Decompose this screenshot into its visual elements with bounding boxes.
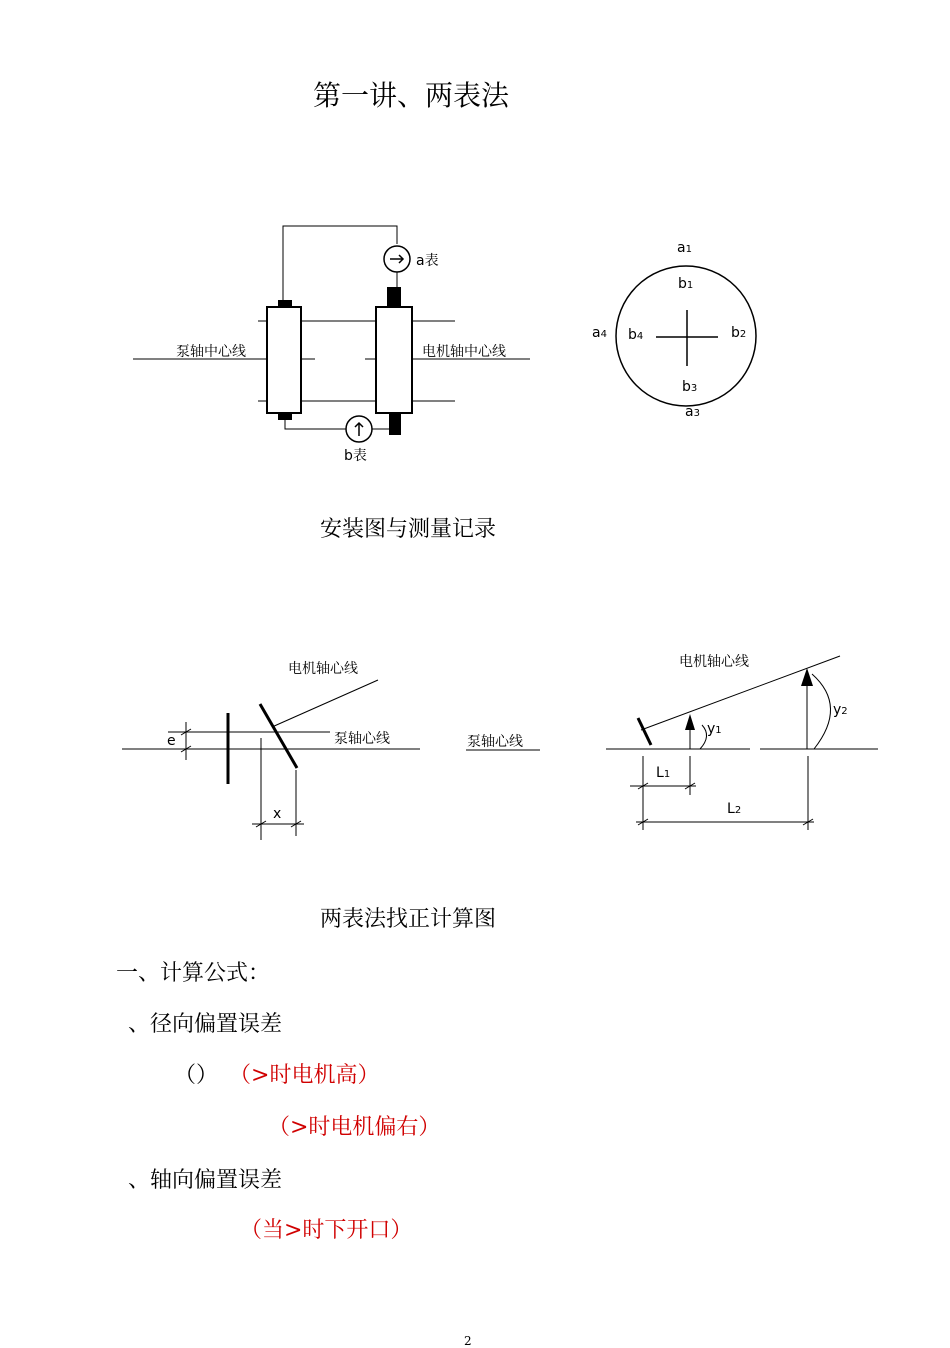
label-a3: a3: [685, 404, 700, 420]
pump-axis-label: 泵轴中心线: [176, 344, 246, 360]
page-number: 2: [464, 1334, 472, 1348]
L1-label: L1: [656, 765, 671, 781]
caption-calculation: 两表法找正计算图: [320, 907, 497, 932]
motor-flange-line: [260, 704, 297, 768]
label-b4: b4: [628, 327, 644, 343]
a-meter-label: a表: [416, 253, 439, 269]
L2-label: L2: [727, 801, 742, 817]
b-meter-label: b表: [344, 448, 367, 464]
motor-coupling: [376, 307, 412, 413]
pump-axis-label-mid: 泵轴心线: [467, 734, 523, 750]
radial-note-1: （>时电机高）: [229, 1063, 380, 1088]
label-a1: a1: [677, 240, 692, 256]
radial-formula-paren: （）: [174, 1063, 219, 1088]
label-b1: b1: [678, 276, 694, 292]
e-label: e: [167, 733, 176, 749]
radial-note-2: （>时电机偏右）: [268, 1115, 441, 1140]
section-heading: 一、计算公式：: [116, 961, 271, 986]
y2-arrow: [801, 668, 813, 686]
axial-note: （当>时下开口）: [240, 1218, 413, 1243]
axial-heading: 、轴向偏置误差: [128, 1168, 283, 1193]
label-b2: b2: [731, 325, 747, 341]
y1-label: y1: [707, 721, 722, 737]
label-a4: a4: [592, 325, 607, 341]
motor-axis-label-right: 电机轴心线: [679, 654, 749, 670]
page-title: 第一讲、两表法: [313, 79, 510, 112]
caption-installation: 安装图与测量记录: [320, 517, 497, 542]
pump-axis-label-left: 泵轴心线: [334, 731, 390, 747]
pump-coupling: [267, 307, 301, 413]
x-label: x: [273, 806, 282, 822]
radial-heading: 、径向偏置误差: [128, 1012, 283, 1037]
radial-formula: [174, 1058, 379, 1089]
label-b3: b3: [682, 379, 698, 395]
y1-arrow: [685, 714, 695, 730]
motor-axis-label-left: 电机轴心线: [288, 661, 358, 677]
y2-label: y2: [833, 702, 848, 718]
motor-axis-label: 电机轴中心线: [422, 344, 506, 360]
